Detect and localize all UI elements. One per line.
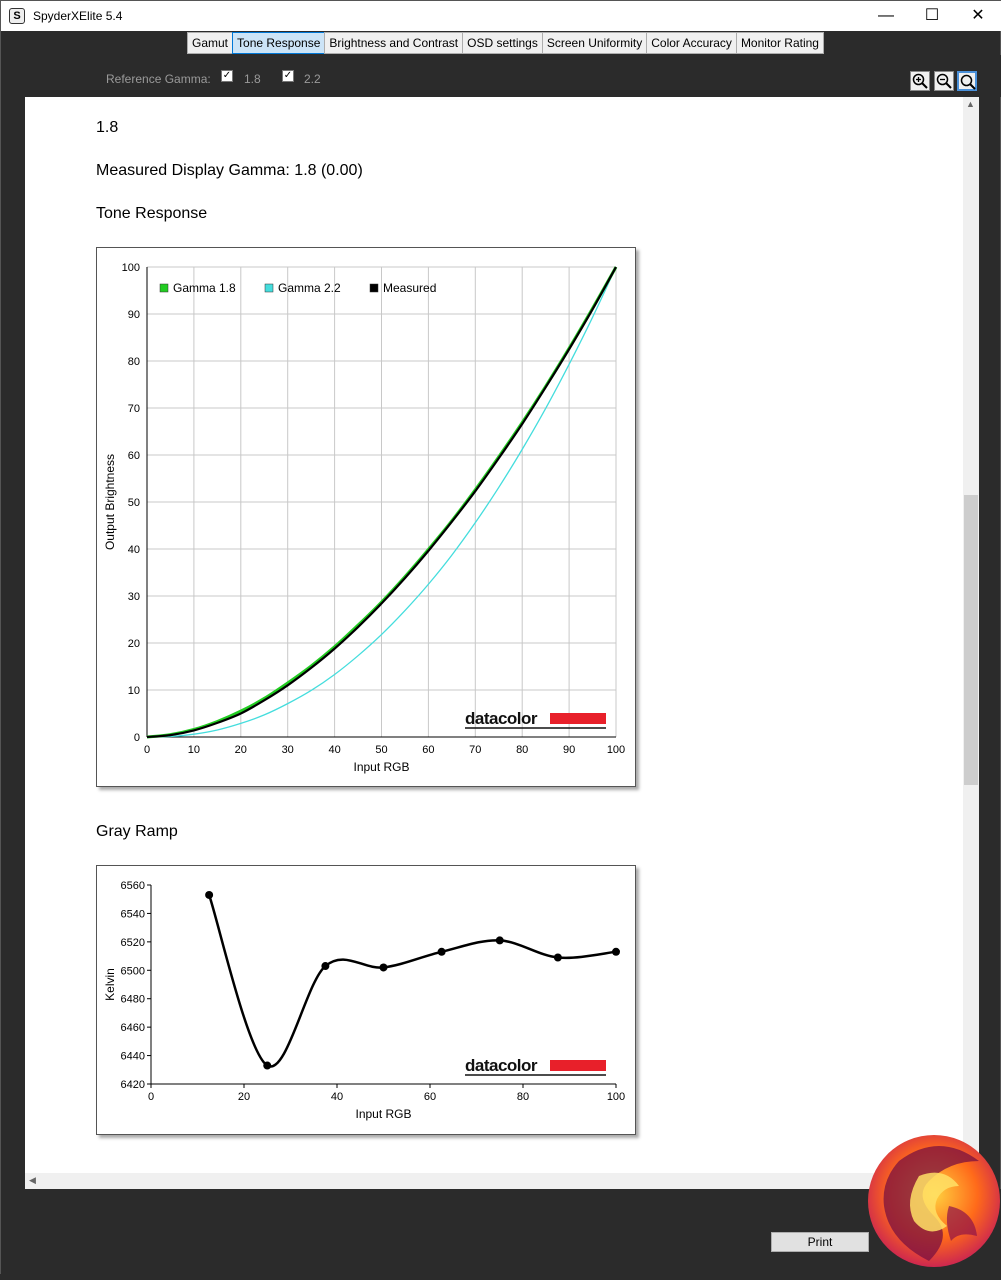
legend-label: Measured (383, 281, 437, 295)
gamma-22-label: 2.2 (304, 72, 321, 86)
x-tick-label: 80 (516, 1091, 530, 1103)
y-tick-label: 6440 (120, 1050, 145, 1063)
watermark-logo-icon (859, 1121, 1001, 1275)
legend-label: Gamma 1.8 (173, 281, 236, 295)
tone-response-title: Tone Response (96, 205, 208, 222)
x-tick-label: 90 (562, 744, 576, 756)
app-icon: S (9, 8, 25, 24)
gamma-22-checkbox[interactable]: ✓ (283, 70, 293, 81)
y-tick-label: 6480 (120, 993, 145, 1006)
x-tick-label: 60 (422, 744, 435, 756)
legend-label: Gamma 2.2 (278, 281, 341, 295)
gray-ramp-chart-frame (96, 865, 636, 1135)
tab-screen-uniformity[interactable]: Screen Uniformity (542, 32, 647, 54)
bottom-bar (1, 1189, 1001, 1275)
tab-osd-settings[interactable]: OSD settings (462, 32, 543, 54)
data-point (438, 948, 446, 956)
datacolor-logo-text: datacolor (465, 709, 538, 728)
tab-gamut[interactable]: Gamut (187, 32, 233, 54)
y-tick-label: 6500 (120, 965, 145, 978)
tab-bar (187, 32, 823, 54)
y-tick-label: 80 (127, 356, 140, 368)
y-tick-label: 10 (127, 685, 140, 697)
x-axis-label: Input RGB (355, 1107, 412, 1121)
window-title: SpyderXElite 5.4 (33, 9, 123, 23)
gamma-heading: 1.8 (96, 119, 119, 136)
x-tick-label: 70 (469, 744, 482, 756)
y-axis-label: Output Brightness (103, 453, 117, 551)
y-tick-label: 70 (127, 403, 140, 415)
maximize-button[interactable]: ☐ (924, 7, 940, 24)
scroll-left-icon[interactable]: ◀ (29, 1175, 36, 1185)
y-tick-label: 100 (121, 262, 140, 274)
y-tick-label: 6560 (120, 880, 145, 892)
y-tick-label: 6460 (120, 1022, 145, 1035)
tab-color-accuracy[interactable]: Color Accuracy (646, 32, 737, 54)
datacolor-logo-bar (550, 713, 606, 724)
gamma-18-checkbox[interactable]: ✓ (222, 70, 232, 81)
x-tick-label: 0 (143, 744, 151, 756)
x-axis-label: Input RGB (353, 760, 410, 774)
report-content (25, 97, 963, 1173)
gray-ramp-line (209, 895, 616, 1067)
reference-gamma-label: Reference Gamma: (106, 72, 211, 86)
tone-response-chart (97, 248, 635, 786)
scroll-up-icon[interactable]: ▲ (966, 99, 975, 109)
x-tick-label: 80 (516, 744, 529, 756)
x-tick-label: 20 (237, 1091, 251, 1103)
legend-swatch (160, 284, 168, 292)
y-tick-label: 6540 (120, 908, 145, 921)
zoom-in-icon[interactable] (910, 71, 930, 91)
x-tick-label: 10 (187, 744, 201, 756)
datacolor-logo-text: datacolor (465, 1056, 538, 1075)
vertical-scrollbar[interactable] (963, 97, 979, 1173)
measured-gamma-text: Measured Display Gamma: 1.8 (0.00) (96, 162, 363, 179)
y-tick-label: 20 (127, 638, 140, 650)
data-point (554, 953, 562, 961)
tab-brightness-contrast[interactable]: Brightness and Contrast (324, 32, 463, 54)
y-tick-label: 6420 (120, 1079, 145, 1091)
data-point (205, 891, 213, 899)
horizontal-scrollbar[interactable] (25, 1173, 979, 1189)
y-tick-label: 60 (127, 450, 140, 462)
y-tick-label: 90 (127, 309, 140, 321)
gray-ramp-chart (97, 866, 635, 1134)
x-tick-label: 40 (328, 744, 341, 756)
y-axis-label: Kelvin (103, 968, 117, 1001)
toolbar (1, 55, 1001, 97)
vertical-scroll-thumb[interactable] (964, 495, 978, 785)
data-point (263, 1062, 271, 1070)
tab-tone-response[interactable]: Tone Response (232, 32, 325, 54)
datacolor-logo-bar (550, 1060, 606, 1071)
x-tick-label: 30 (281, 744, 294, 756)
tab-monitor-rating[interactable]: Monitor Rating (736, 32, 824, 54)
y-tick-label: 30 (127, 591, 140, 603)
y-tick-label: 50 (127, 497, 140, 509)
x-tick-label: 0 (147, 1091, 155, 1103)
gamma-18-label: 1.8 (244, 72, 261, 86)
x-tick-label: 40 (330, 1091, 344, 1103)
data-point (612, 948, 620, 956)
title-bar (1, 1, 1001, 31)
tone-response-chart-frame (96, 247, 636, 787)
print-button[interactable]: Print (771, 1232, 869, 1252)
y-tick-label: 0 (133, 732, 140, 744)
x-tick-label: 60 (423, 1091, 437, 1103)
y-tick-label: 6520 (120, 936, 145, 949)
zoom-fit-icon[interactable] (957, 71, 977, 91)
x-tick-label: 100 (606, 1091, 626, 1103)
minimize-button[interactable]: — (878, 7, 894, 24)
close-button[interactable]: ✕ (971, 7, 985, 24)
data-point (496, 936, 504, 944)
legend-swatch (370, 284, 378, 292)
data-point (380, 963, 388, 971)
data-point (321, 962, 329, 970)
legend-swatch (265, 284, 273, 292)
y-tick-label: 40 (127, 544, 140, 556)
x-tick-label: 50 (375, 744, 388, 756)
gray-ramp-title: Gray Ramp (96, 823, 178, 840)
zoom-out-icon[interactable] (934, 71, 954, 91)
x-tick-label: 20 (234, 744, 247, 756)
x-tick-label: 100 (606, 744, 626, 756)
